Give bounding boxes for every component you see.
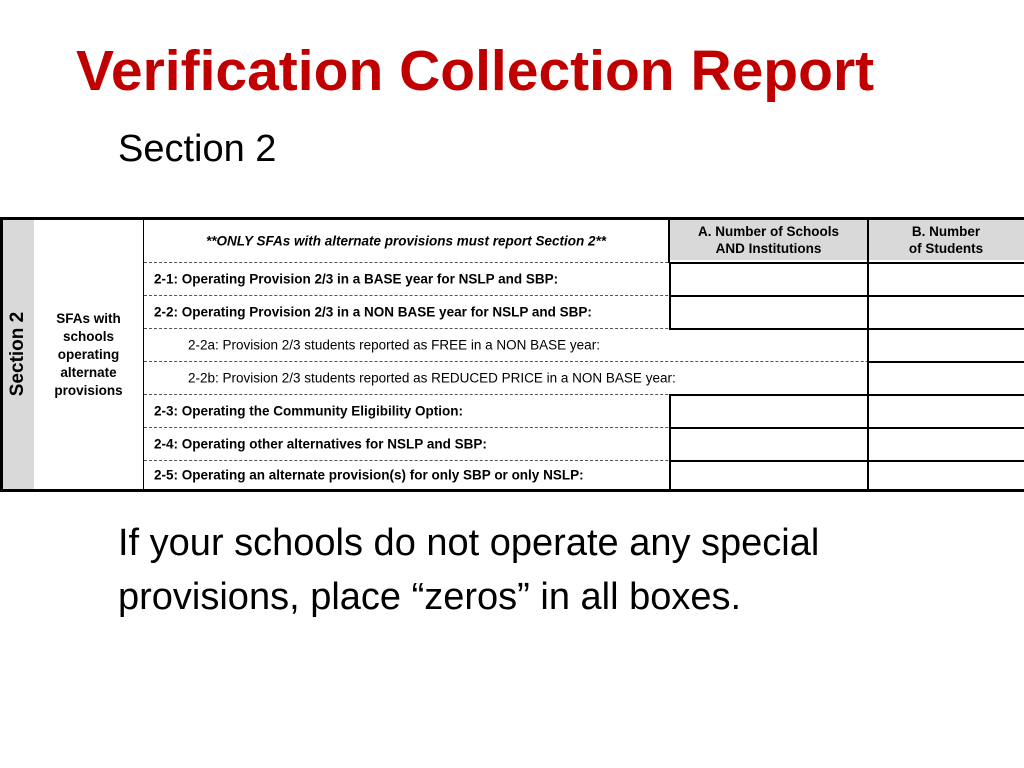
- row-2-4-schools-input[interactable]: [669, 427, 869, 462]
- row-2-5-schools-input[interactable]: [669, 460, 869, 491]
- row-2-3-schools-input[interactable]: [669, 394, 869, 429]
- row-label: 2-2b: Provision 2/3 students reported as REDUCED PRICE in a NON BASE year:: [188, 370, 676, 386]
- header-note: **ONLY SFAs with alternate provisions must report Section 2**: [205, 233, 607, 249]
- row-label: 2-2: Operating Provision 2/3 in a NON BASE year for NSLP and SBP:: [154, 304, 592, 320]
- row-label: 2-5: Operating an alternate provision(s) for only SBP or only NSLP:: [154, 467, 584, 483]
- instruction-text: If your schools do not operate any special provisions, place “zeros” in all boxes.: [118, 522, 820, 618]
- row-2-2-schools-input[interactable]: [669, 295, 869, 330]
- slide-subtitle: Section 2: [118, 128, 277, 170]
- row-label: 2-1: Operating Provision 2/3 in a BASE year for NSLP and SBP:: [154, 271, 559, 287]
- column-a-header: [669, 220, 868, 260]
- column-b-header-line-2: of Students: [908, 241, 984, 256]
- column-b-header: [868, 220, 1024, 260]
- header-divider-b: [867, 217, 869, 263]
- row-2-5-students-input[interactable]: [867, 460, 1024, 491]
- row-2-2b-students-input[interactable]: [867, 361, 1024, 396]
- column-b-header-line-1: B. Number: [911, 224, 981, 239]
- row-2-2-students-input[interactable]: [867, 295, 1024, 330]
- category-label: SFAs with schools operating alternate provisions: [54, 310, 123, 398]
- section-band-label: Section 2: [7, 311, 28, 397]
- row-label: 2-2a: Provision 2/3 students reported as FREE in a NON BASE year:: [188, 337, 600, 353]
- column-a-header-line-1: A. Number of Schools: [697, 224, 839, 239]
- category-cell: [34, 220, 144, 489]
- row-2-3-students-input[interactable]: [867, 394, 1024, 429]
- row-label: 2-3: Operating the Community Eligibility Option:: [154, 403, 464, 419]
- section-2-form: [0, 217, 1024, 493]
- header-divider-a: [668, 217, 670, 263]
- slide-title: Verification Collection Report: [76, 39, 875, 103]
- row-2-4-students-input[interactable]: [867, 427, 1024, 462]
- row-2-2a-students-input[interactable]: [867, 328, 1024, 363]
- column-a-header-line-2: AND Institutions: [715, 241, 822, 256]
- row-label: 2-4: Operating other alternatives for NSLP and SBP:: [154, 436, 487, 452]
- row-2-1-students-input[interactable]: [867, 262, 1024, 297]
- row-2-1-schools-input[interactable]: [669, 262, 869, 297]
